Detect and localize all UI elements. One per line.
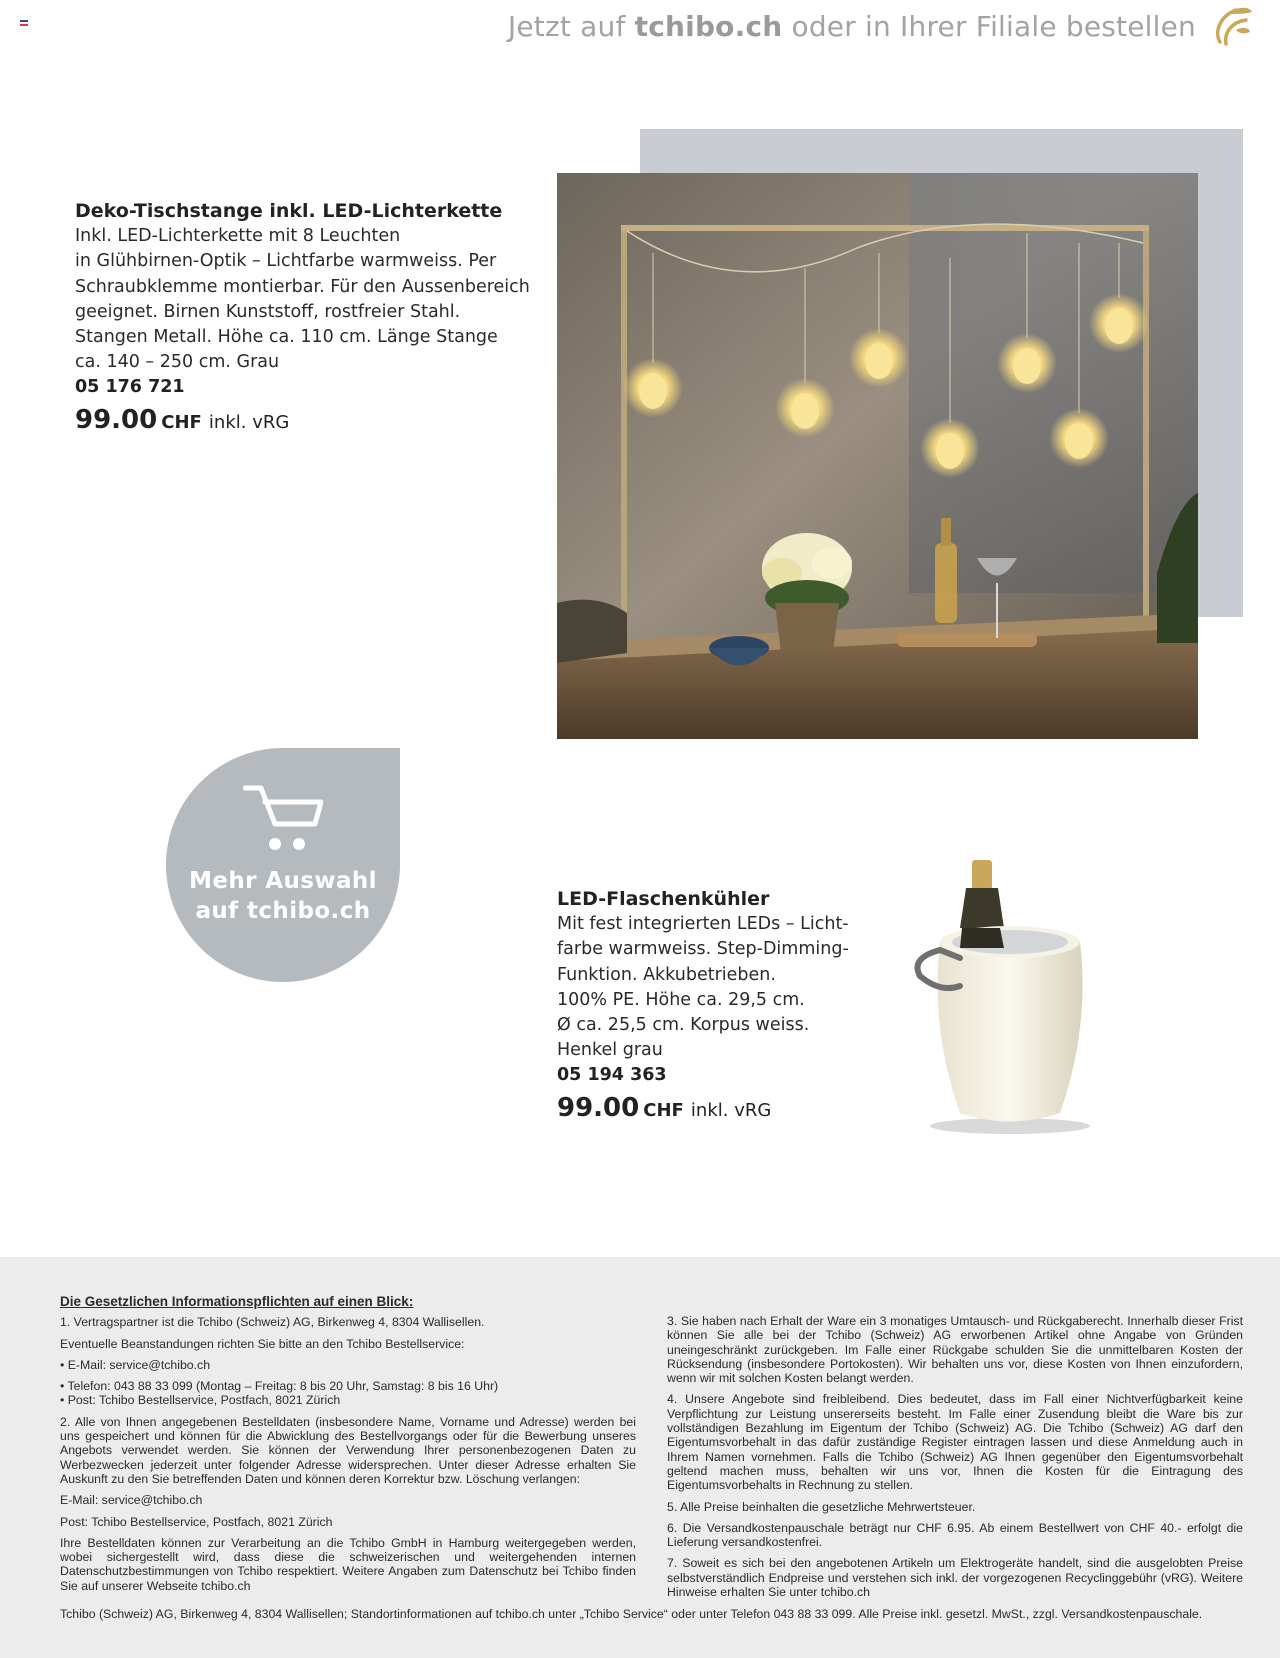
legal-paragraph: 3. Sie haben nach Erhalt der Ware ein 3 monatiges Umtausch- und Rückgaberecht. Innerhalb dieser Frist können Sie alle bei der Tchibo (Schweiz) AG erworbenen Artikel ohne Angabe von Gründen uneingeschränkt zurückgeben. Im Falle einer Rückgabe schulden Sie die unmittelbaren Kosten der Rücksendung (insbesondere Portokosten). Wir behalten uns vor, diese Kosten von Ihnen einzufordern, wenn wir mit solchen Kosten belangt werden. — [667, 1314, 1243, 1386]
legal-paragraph: 1. Vertragspartner ist die Tchibo (Schweiz) AG, Birkenweg 4, 8304 Wallisellen. — [60, 1315, 485, 1330]
article-number: 05 176 721 — [75, 376, 185, 397]
badge-line-1: Mehr Auswahl — [189, 868, 377, 894]
price-note: inkl. vRG — [208, 411, 290, 433]
price-currency: CHF — [161, 411, 202, 433]
badge-line-2: auf tchibo.ch — [195, 898, 371, 924]
tchibo-bean-logo-icon[interactable] — [1206, 2, 1256, 50]
flag-icon — [20, 20, 28, 26]
legal-right-column — [667, 1314, 1243, 1606]
price-note: inkl. vRG — [690, 1099, 772, 1121]
article-number: 05 194 363 — [557, 1064, 667, 1085]
legal-heading: Die Gesetzlichen Informationspflichten auf einen Blick: — [60, 1294, 414, 1309]
legal-paragraph: E-Mail: service@tchibo.ch — [60, 1493, 203, 1508]
product-led-flaschenkuehler — [557, 888, 887, 1123]
led-bottle-cooler-photo — [900, 858, 1100, 1138]
product-deko-tischstange — [75, 200, 535, 435]
price-currency: CHF — [643, 1099, 684, 1121]
product-description: Mit fest integrierten LEDs – Licht- farbe warmweiss. Step-Dimming- Funktion. Akkubetrieben. 100% PE. Höhe ca. 29,5 cm. Ø ca. 25,5 cm. Korpus weiss. Henkel grau — [557, 914, 849, 1061]
header-brand-link[interactable]: tchibo.ch — [634, 10, 783, 43]
legal-paragraph: 4. Unsere Angebote sind freibleibend. Dies bedeutet, dass im Fall einer Nichtverfügbarkeit keine Verpflichtung zur Leistung unsererseits besteht. Im Falle einer Zusendung bleibt die Ware bis zur vollständigen Bezahlung im Eigentum der Tchibo (Schweiz) AG. Die Tchibo (Schweiz) AG darf den Eigentumsvorbehalt in das dafür zuständige Register eintragen lassen und diese Anmeldung auch in Ihrem Namen vornehmen. Falls die Tchibo (Schweiz) AG Ihnen gegenüber den Eigentumsvorbehalt geltend machen muss, behalten wir uns vor, Ihnen die Kosten für die Eintragung des Eigentumsvorbehalts in Rechnung zu stellen. — [667, 1392, 1243, 1493]
legal-paragraph: 7. Soweit es sich bei den angebotenen Artikeln um Elektrogeräte handelt, sind die ausgelobten Preise selbstverständlich Endpreise und verstehen sich inkl. der vorgezogenen Recyclinggebühr (vRG). Weitere Hinweise erhalten Sie unter tchibo.ch — [667, 1556, 1243, 1600]
product-description: Inkl. LED-Lichterkette mit 8 Leuchten in Glühbirnen-Optik – Lichtfarbe warmweiss. Per Schraubklemme montierbar. Für den Aussenbereich geeignet. Birnen Kunststoff, rostfreier Stahl. Stangen Metall. Höhe ca. 110 cm. Länge Stange ca. 140 – 250 cm. Grau — [75, 226, 530, 373]
mehr-auswahl-badge[interactable] — [166, 748, 400, 982]
legal-footer — [0, 1257, 1280, 1658]
header-text-before: Jetzt auf — [507, 10, 635, 43]
legal-bottom-line: Tchibo (Schweiz) AG, Birkenweg 4, 8304 Wallisellen; Standortinformationen auf tchibo.ch unter „Tchibo Service“ oder unter Telefon 043 88 33 099. Alle Preise inkl. gesetzl. MwSt., zzgl. Versandkostenpauschale. — [60, 1607, 1203, 1621]
legal-paragraph: • Post: Tchibo Bestellservice, Postfach, 8021 Zürich — [60, 1393, 341, 1408]
legal-paragraph: • E-Mail: service@tchibo.ch — [60, 1357, 211, 1372]
price — [557, 1093, 887, 1123]
legal-paragraph: Post: Tchibo Bestellservice, Postfach, 8021 Zürich — [60, 1514, 333, 1529]
legal-paragraph: Ihre Bestelldaten können zur Verarbeitung an die Tchibo GmbH in Hamburg weitergegeben werden, wobei sichergestellt wird, dass diese die schweizerischen und weitergehenden internen Datenschutzbestimmungen von Tchibo respektiert. Weitere Angaben zum Datenschutz bei Tchibo finden Sie auf unserer Webseite tchibo.ch — [60, 1535, 636, 1593]
price — [75, 405, 535, 435]
legal-paragraph: 2. Alle von Ihnen angegebenen Bestelldaten (insbesondere Name, Vorname und Adresse) werden bei uns gespeichert und können für die Abwicklung des Bestellvorgangs oder für die Bewerbung unseres Angebots verwendet werden. Sie können der Verwendung Ihrer personenbezogenen Daten zu Werbezwecken jederzeit unter folgender Adresse widersprechen. Unter dieser Adresse erhalten Sie Auskunft zu den Sie betreffenden Daten und können deren Korrektur bzw. Löschung verlangen: — [60, 1414, 636, 1486]
legal-paragraph: 6. Die Versandkostenpauschale beträgt nur CHF 6.95. Ab einem Bestellwert von CHF 40.- erfolgt die Lieferung versandkostenfrei. — [667, 1520, 1243, 1550]
shopping-cart-icon — [243, 784, 323, 854]
product-title: Deko-Tischstange inkl. LED-Lichterkette — [75, 200, 503, 222]
badge-text — [166, 866, 400, 926]
price-amount: 99.00 — [557, 1092, 640, 1123]
legal-paragraph: • Telefon: 043 88 33 099 (Montag – Freitag: 8 bis 20 Uhr, Samstag: 8 bis 16 Uhr) — [60, 1379, 499, 1394]
header-tagline[interactable] — [508, 10, 1196, 43]
led-light-chain-table-photo — [557, 173, 1198, 739]
legal-left-column — [60, 1295, 636, 1600]
product-title: LED-Flaschenkühler — [557, 888, 770, 910]
price-amount: 99.00 — [75, 404, 158, 435]
header-text-after: oder in Ihrer Filiale bestellen — [782, 10, 1196, 43]
legal-paragraph: Eventuelle Beanstandungen richten Sie bitte an den Tchibo Bestellservice: — [60, 1336, 465, 1351]
legal-paragraph: 5. Alle Preise beinhalten die gesetzliche Mehrwertsteuer. — [667, 1499, 976, 1514]
